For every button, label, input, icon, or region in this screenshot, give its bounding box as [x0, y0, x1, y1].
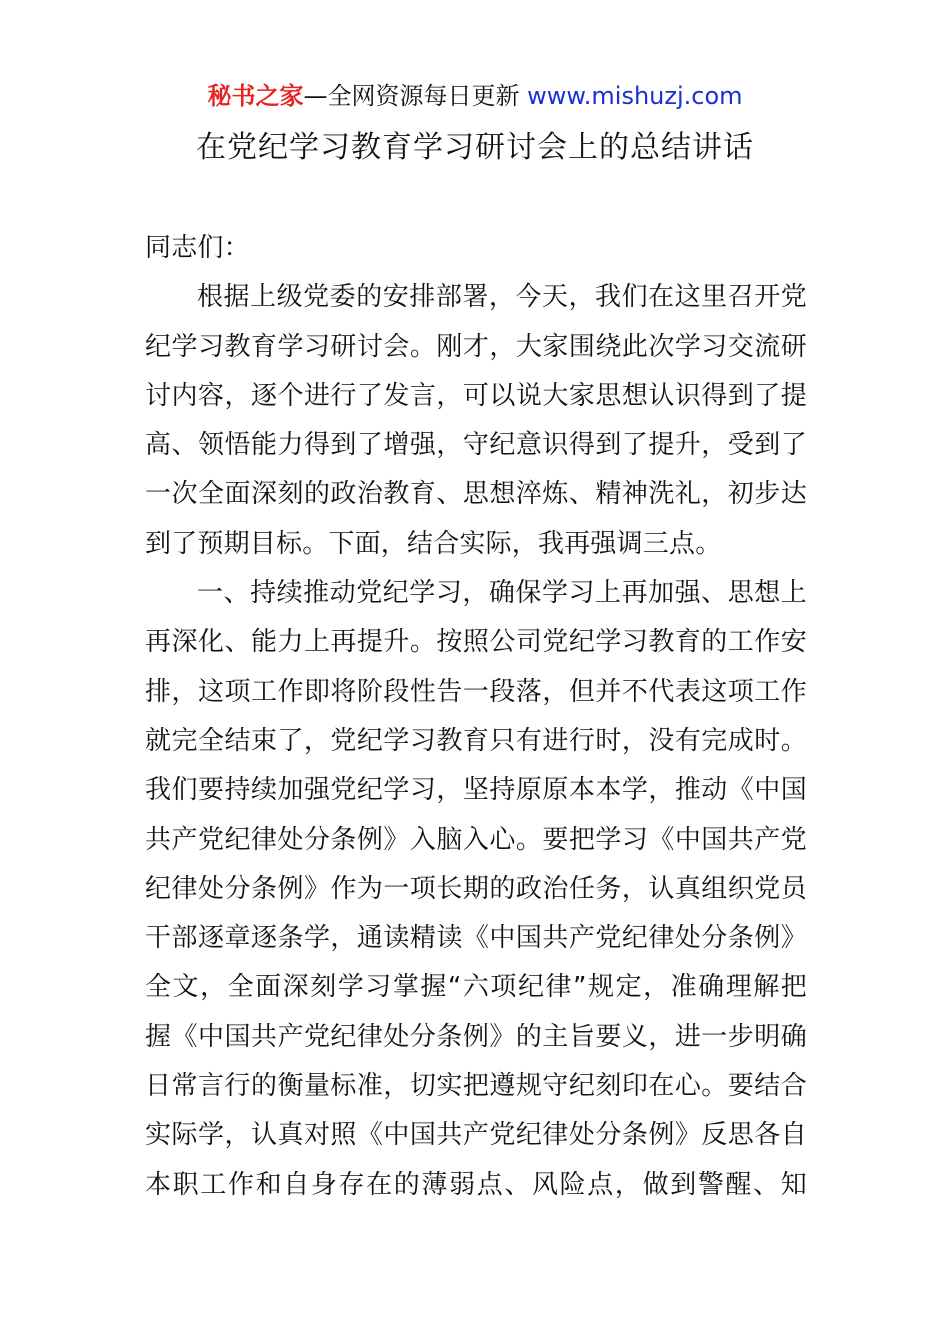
paragraph-line: 全文，全面深刻学习掌握“六项纪律”规定，准确理解把 [145, 972, 807, 1003]
paragraph-line: 一、持续推动党纪学习，确保学习上再加强、思想上 [197, 578, 807, 609]
paragraph-line: 实际学，认真对照《中国共产党纪律处分条例》反思各自 [145, 1120, 807, 1151]
salutation: 同志们： [145, 233, 250, 263]
header-tagline: —全网资源每日更新 [303, 82, 528, 110]
paragraph-line: 共产党纪律处分条例》入脑入心。要把学习《中国共产党 [145, 824, 807, 855]
paragraph-line: 排，这项工作即将阶段性告一段落，但并不代表这项工作 [145, 676, 807, 707]
paragraph-2 [145, 569, 807, 1210]
paragraph-line: 握《中国共产党纪律处分条例》的主旨要义，进一步明确 [145, 1021, 807, 1052]
paragraph-line: 就完全结束了，党纪学习教育只有进行时，没有完成时。 [145, 725, 807, 756]
paragraph-line: 讨内容，逐个进行了发言，可以说大家思想认识得到了提 [145, 380, 807, 411]
brand-name: 秘书之家 [207, 82, 304, 110]
paragraph-line: 再深化、能力上再提升。按照公司党纪学习教育的工作安 [145, 627, 807, 658]
paragraph-line: 日常言行的衡量标准，切实把遵规守纪刻印在心。要结合 [145, 1071, 807, 1102]
paragraph-line: 我们要持续加强党纪学习，坚持原原本本学，推动《中国 [145, 775, 807, 806]
site-url-link[interactable]: www.mishuzj.com [527, 82, 743, 110]
document-body [145, 224, 807, 1210]
paragraph-line: 一次全面深刻的政治教育、思想淬炼、精神洗礼，初步达 [145, 479, 807, 510]
document-title: 在党纪学习教育学习研讨会上的总结讲话 [196, 130, 754, 165]
paragraph-line: 纪律处分条例》作为一项长期的政治任务，认真组织党员 [145, 873, 807, 904]
paragraph-line: 到了预期目标。下面，结合实际，我再强调三点。 [145, 528, 722, 559]
site-header [0, 80, 950, 112]
paragraph-line: 干部逐章逐条学，通读精读《中国共产党纪律处分条例》 [145, 923, 807, 954]
paragraph-line: 根据上级党委的安排部署，今天，我们在这里召开党 [197, 282, 807, 313]
paragraph-1 [145, 273, 807, 569]
paragraph-line: 高、领悟能力得到了增强，守纪意识得到了提升，受到了 [145, 430, 807, 461]
paragraph-line: 纪学习教育学习研讨会。刚才，大家围绕此次学习交流研 [145, 331, 807, 362]
paragraph-line: 本职工作和自身存在的薄弱点、风险点，做到警醒、知 [145, 1169, 807, 1200]
